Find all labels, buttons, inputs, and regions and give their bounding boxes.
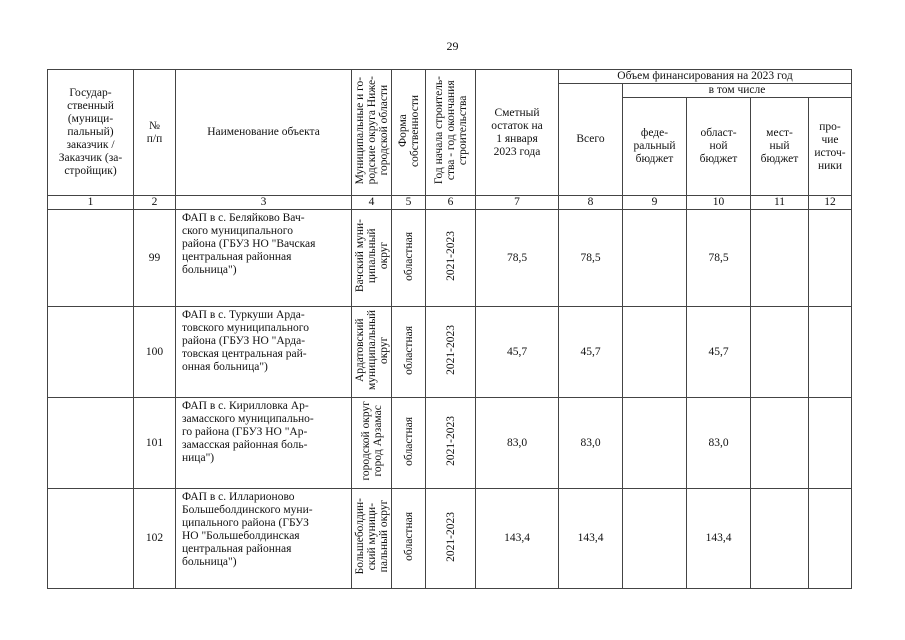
cell-other: [809, 307, 852, 398]
cell-other: [809, 398, 852, 489]
header-municipality: Муниципальные и го- родские округа Ниже- городской области: [352, 70, 392, 196]
table-row: [48, 489, 852, 589]
column-numbers-row: [48, 196, 852, 210]
cell-local: [751, 489, 809, 589]
cell-object-name: ФАП в с. Туркуши Арда- товского муниципального района (ГБУЗ НО "Арда- товская центральная рай- онная больница"): [176, 307, 352, 398]
column-number: 4: [352, 196, 392, 210]
column-number: 2: [134, 196, 176, 210]
table-row: [48, 307, 852, 398]
cell-municipality: Вачский муни- ципальный округ: [352, 210, 392, 307]
cell-estimated-balance: 83,0: [476, 398, 559, 489]
cell-number: 99: [134, 210, 176, 307]
column-number: 10: [687, 196, 751, 210]
cell-number: 102: [134, 489, 176, 589]
cell-regional: 78,5: [687, 210, 751, 307]
cell-federal: [623, 398, 687, 489]
cell-regional: 143,4: [687, 489, 751, 589]
cell-regional: 83,0: [687, 398, 751, 489]
header-years: Год начала строитель- ства - год окончания строительства: [426, 70, 476, 196]
column-number: 12: [809, 196, 852, 210]
cell-total: 45,7: [559, 307, 623, 398]
cell-customer: [48, 210, 134, 307]
cell-local: [751, 307, 809, 398]
cell-total: 83,0: [559, 398, 623, 489]
cell-municipality: Большеболдин- ский муници- пальный округ: [352, 489, 392, 589]
column-number: 5: [392, 196, 426, 210]
column-number: 6: [426, 196, 476, 210]
header-other: про- чие источ- ники: [809, 98, 852, 196]
column-number: 3: [176, 196, 352, 210]
cell-ownership: областная: [392, 489, 426, 589]
financing-table: [47, 69, 852, 589]
column-number: 11: [751, 196, 809, 210]
column-number: 7: [476, 196, 559, 210]
cell-local: [751, 398, 809, 489]
header-local: мест- ный бюджет: [751, 98, 809, 196]
header-regional: област- ной бюджет: [687, 98, 751, 196]
column-number: 9: [623, 196, 687, 210]
cell-customer: [48, 398, 134, 489]
cell-total: 143,4: [559, 489, 623, 589]
cell-customer: [48, 307, 134, 398]
cell-years: 2021-2023: [426, 210, 476, 307]
cell-number: 100: [134, 307, 176, 398]
table-row: [48, 398, 852, 489]
cell-estimated-balance: 45,7: [476, 307, 559, 398]
cell-federal: [623, 489, 687, 589]
table-row: [48, 210, 852, 307]
cell-local: [751, 210, 809, 307]
cell-ownership: областная: [392, 398, 426, 489]
page-number: 29: [446, 39, 459, 53]
cell-municipality: Ардатовский муниципальный округ: [352, 307, 392, 398]
cell-regional: 45,7: [687, 307, 751, 398]
cell-total: 78,5: [559, 210, 623, 307]
header-federal: феде- ральный бюджет: [623, 98, 687, 196]
cell-years: 2021-2023: [426, 489, 476, 589]
header-object-name: Наименование объекта: [176, 70, 352, 196]
cell-municipality: городской округ город Арзамас: [352, 398, 392, 489]
cell-object-name: ФАП в с. Кирилловка Ар- замасского муниципально- го района (ГБУЗ НО "Ар- замасская районная боль- ница"): [176, 398, 352, 489]
cell-estimated-balance: 143,4: [476, 489, 559, 589]
cell-object-name: ФАП в с. Беляйково Вач- ского муниципального района (ГБУЗ НО "Вачская центральная районная больница"): [176, 210, 352, 307]
header-customer: Государ- ственный (муници- пальный) заказчик / Заказчик (за- стройщик): [48, 70, 134, 196]
cell-federal: [623, 307, 687, 398]
cell-estimated-balance: 78,5: [476, 210, 559, 307]
cell-other: [809, 210, 852, 307]
cell-ownership: областная: [392, 307, 426, 398]
cell-ownership: областная: [392, 210, 426, 307]
header-financing-title: Объем финансирования на 2023 год: [559, 70, 852, 84]
header-total: Всего: [559, 84, 623, 196]
header-ownership: Форма собственности: [392, 70, 426, 196]
column-number: 8: [559, 196, 623, 210]
header-estimated-balance: Сметный остаток на 1 января 2023 года: [476, 70, 559, 196]
cell-number: 101: [134, 398, 176, 489]
header-including: в том числе: [623, 84, 852, 98]
column-number: 1: [48, 196, 134, 210]
cell-years: 2021-2023: [426, 398, 476, 489]
cell-object-name: ФАП в с. Илларионово Большеболдинского муни- ципального района (ГБУЗ НО "Большеболдинская центральная районная больница"): [176, 489, 352, 589]
cell-federal: [623, 210, 687, 307]
cell-other: [809, 489, 852, 589]
header-number: № п/п: [134, 70, 176, 196]
cell-years: 2021-2023: [426, 307, 476, 398]
cell-customer: [48, 489, 134, 589]
